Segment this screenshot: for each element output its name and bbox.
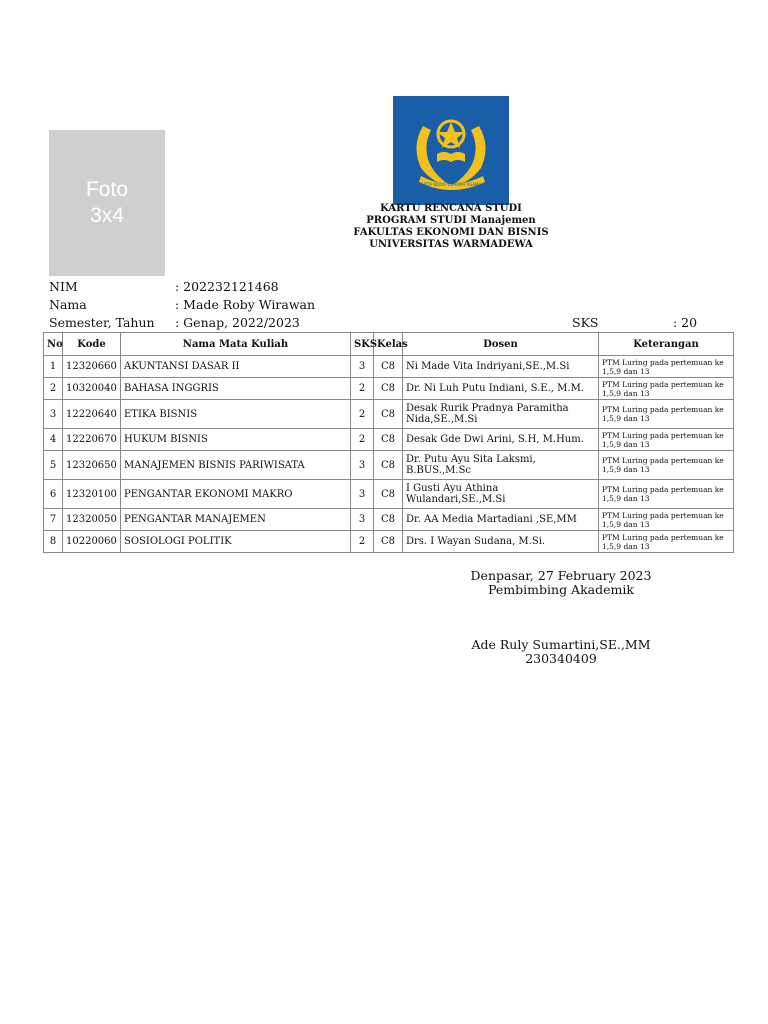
- cell-nama: MANAJEMEN BISNIS PARIWISATA: [121, 451, 351, 480]
- semester-label: Semester, Tahun: [49, 315, 155, 330]
- cell-no: 8: [44, 531, 63, 553]
- heading-title: KARTU RENCANA STUDI: [380, 203, 522, 214]
- photo-size: 3x4: [90, 204, 124, 227]
- cell-no: 3: [44, 400, 63, 429]
- cell-kode: 12320050: [63, 509, 121, 531]
- sks-total-label: SKS: [572, 315, 599, 330]
- sks-total-value: : 20: [673, 315, 698, 330]
- course-table: [43, 332, 734, 553]
- cell-keterangan: PTM Luring pada pertemuan ke 1,5,9 dan 13: [599, 509, 734, 531]
- cell-kode: 12220670: [63, 429, 121, 451]
- cell-keterangan: PTM Luring pada pertemuan ke 1,5,9 dan 13: [599, 400, 734, 429]
- header-no: No: [44, 333, 63, 356]
- cell-no: 7: [44, 509, 63, 531]
- semester-value: : Genap, 2022/2023: [175, 315, 300, 330]
- cell-dosen: Dr. AA Media Martadiani ,SE,MM: [403, 509, 599, 531]
- table-row: [44, 531, 734, 553]
- cell-sks: 2: [351, 429, 374, 451]
- cell-kelas: C8: [374, 400, 403, 429]
- cell-dosen: Drs. I Wayan Sudana, M.Si.: [403, 531, 599, 553]
- cell-kelas: C8: [374, 531, 403, 553]
- nama-label: Nama: [49, 297, 87, 312]
- cell-nama: SOSIOLOGI POLITIK: [121, 531, 351, 553]
- header-nama: Nama Mata Kuliah: [121, 333, 351, 356]
- cell-kode: 12220640: [63, 400, 121, 429]
- cell-dosen: Desak Rurik Pradnya Paramitha Nida,SE.,M.Si: [403, 400, 599, 429]
- cell-sks: 3: [351, 509, 374, 531]
- cell-sks: 2: [351, 378, 374, 400]
- cell-kelas: C8: [374, 429, 403, 451]
- table-row: [44, 509, 734, 531]
- heading-faculty: FAKULTAS EKONOMI DAN BISNIS: [353, 227, 549, 238]
- cell-nama: BAHASA INGGRIS: [121, 378, 351, 400]
- signature-place-date: Denpasar, 27 February 2023: [470, 568, 652, 583]
- signature-name: Ade Ruly Sumartini,SE.,MM: [471, 637, 651, 652]
- cell-no: 4: [44, 429, 63, 451]
- document-heading: [320, 203, 582, 251]
- cell-no: 1: [44, 356, 63, 378]
- cell-nama: ETIKA BISNIS: [121, 400, 351, 429]
- header-keterangan: Keterangan: [599, 333, 734, 356]
- cell-kode: 10320040: [63, 378, 121, 400]
- cell-kelas: C8: [374, 378, 403, 400]
- nim-value: : 202232121468: [175, 279, 279, 294]
- cell-dosen: I Gusti Ayu Athina Wulandari,SE.,M.Si: [403, 480, 599, 509]
- photo-placeholder: [49, 130, 165, 276]
- cell-sks: 3: [351, 356, 374, 378]
- table-row: [44, 356, 734, 378]
- cell-kode: 12320100: [63, 480, 121, 509]
- cell-kode: 10220060: [63, 531, 121, 553]
- cell-keterangan: PTM Luring pada pertemuan ke 1,5,9 dan 13: [599, 451, 734, 480]
- cell-keterangan: PTM Luring pada pertemuan ke 1,5,9 dan 13: [599, 531, 734, 553]
- cell-no: 5: [44, 451, 63, 480]
- cell-kode: 12320650: [63, 451, 121, 480]
- cell-kode: 12320660: [63, 356, 121, 378]
- cell-keterangan: PTM Luring pada pertemuan ke 1,5,9 dan 13: [599, 356, 734, 378]
- cell-kelas: C8: [374, 451, 403, 480]
- cell-keterangan: PTM Luring pada pertemuan ke 1,5,9 dan 13: [599, 378, 734, 400]
- cell-nama: PENGANTAR EKONOMI MAKRO: [121, 480, 351, 509]
- header-sks: SKS: [351, 333, 374, 356]
- nim-label: NIM: [49, 279, 78, 294]
- cell-no: 6: [44, 480, 63, 509]
- table-row: [44, 400, 734, 429]
- logo-motto: CIPTA WIDYA DHARMA AGAMA: [420, 182, 482, 187]
- cell-sks: 2: [351, 531, 374, 553]
- cell-dosen: Desak Gde Dwi Arini, S.H, M.Hum.: [403, 429, 599, 451]
- heading-program: PROGRAM STUDI Manajemen: [366, 215, 536, 226]
- cell-no: 2: [44, 378, 63, 400]
- cell-sks: 3: [351, 451, 374, 480]
- signature-id: 230340409: [525, 651, 597, 666]
- table-row: [44, 378, 734, 400]
- header-kode: Kode: [63, 333, 121, 356]
- cell-dosen: Dr. Ni Luh Putu Indiani, S.E., M.M.: [403, 378, 599, 400]
- header-kelas: Kelas: [374, 333, 403, 356]
- heading-university: UNIVERSITAS WARMADEWA: [369, 239, 533, 250]
- cell-kelas: C8: [374, 509, 403, 531]
- cell-kelas: C8: [374, 480, 403, 509]
- signature-role: Pembimbing Akademik: [488, 582, 634, 597]
- cell-dosen: Dr. Putu Ayu Sita Laksmi, B.BUS.,M.Sc: [403, 451, 599, 480]
- header-dosen: Dosen: [403, 333, 599, 356]
- table-row: [44, 480, 734, 509]
- cell-nama: HUKUM BISNIS: [121, 429, 351, 451]
- cell-sks: 2: [351, 400, 374, 429]
- cell-sks: 3: [351, 480, 374, 509]
- cell-kelas: C8: [374, 356, 403, 378]
- nama-value: : Made Roby Wirawan: [175, 297, 316, 312]
- table-header-row: [44, 333, 734, 356]
- table-row: [44, 451, 734, 480]
- cell-keterangan: PTM Luring pada pertemuan ke 1,5,9 dan 13: [599, 429, 734, 451]
- photo-label: Foto: [85, 178, 129, 201]
- cell-nama: AKUNTANSI DASAR II: [121, 356, 351, 378]
- table-row: [44, 429, 734, 451]
- cell-dosen: Ni Made Vita Indriyani,SE.,M.Si: [403, 356, 599, 378]
- university-logo: [393, 96, 509, 205]
- cell-keterangan: PTM Luring pada pertemuan ke 1,5,9 dan 13: [599, 480, 734, 509]
- cell-nama: PENGANTAR MANAJEMEN: [121, 509, 351, 531]
